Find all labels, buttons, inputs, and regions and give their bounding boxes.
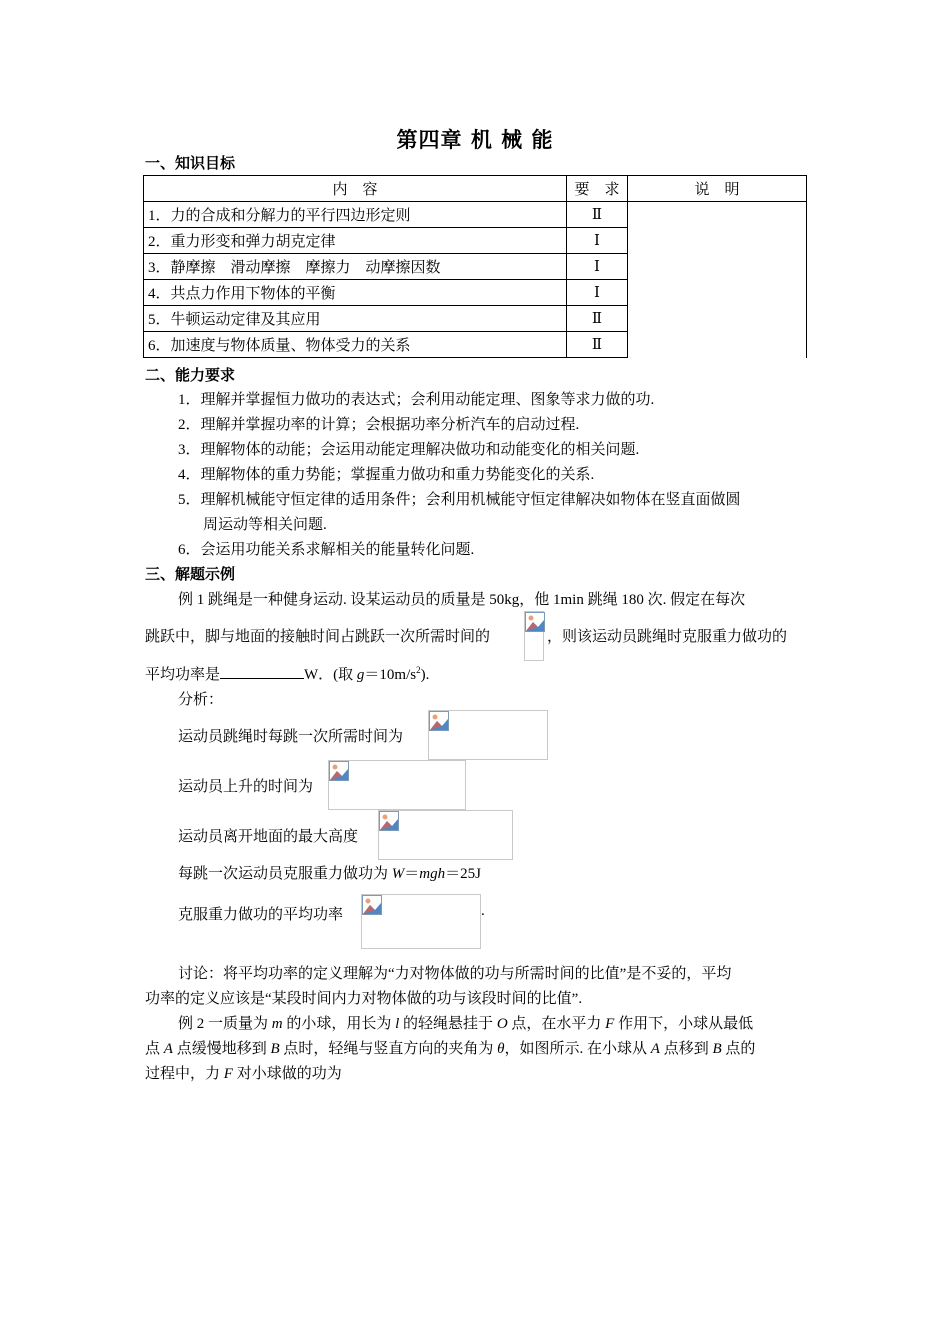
table-cell-content: 2．重力形变和弹力胡克定律 (144, 228, 567, 254)
analysis-step-4-result: ＝25J (445, 866, 481, 882)
ability-item: 1．理解并掌握恒力做功的表达式；会利用动能定理、图象等求力做的功. (178, 392, 655, 408)
image-placeholder-icon (329, 761, 349, 781)
formula-image (361, 894, 481, 949)
table-header-content: 内 容 (144, 176, 567, 202)
image-placeholder-icon (362, 895, 382, 915)
analysis-step-4-text: 每跳一次运动员克服重力做功为 (178, 866, 392, 882)
analysis-step-5-end: . (481, 903, 485, 919)
variable-a: A (163, 1041, 173, 1057)
example2-text: 的轻绳悬挂于 (399, 1016, 497, 1032)
example2-text: 点的 (721, 1041, 756, 1057)
example2-text: 对小球做的功为 (232, 1066, 342, 1082)
example1-line1: 例 1 跳绳是一种健身运动. 设某运动员的质量是 50kg，他 1min 跳绳 180 次. 假定在每次 (178, 592, 746, 608)
example2-text: 过程中，力 (145, 1066, 224, 1082)
variable-m: m (271, 1016, 283, 1032)
fraction-image (524, 611, 544, 661)
section-heading-ability: 二、能力要求 (145, 366, 236, 384)
image-placeholder-icon (379, 811, 399, 831)
ability-item: 6．会运用功能关系求解相关的能量转化问题. (178, 542, 475, 558)
variable-b: B (712, 1041, 722, 1057)
variable-f: F (223, 1066, 233, 1082)
example1-line3 (145, 663, 429, 684)
example2-text: 点 (145, 1041, 164, 1057)
variable-f: F (605, 1016, 615, 1032)
variable-theta: θ (497, 1041, 505, 1057)
example1-line3-unit: W．(取 (304, 667, 357, 683)
image-placeholder-icon (429, 711, 449, 731)
table-header-level: 要 求 (567, 176, 628, 202)
table-cell-content: 1．力的合成和分解力的平行四边形定则 (144, 202, 567, 228)
table-cell-level: Ⅰ (567, 228, 628, 254)
example2-text: 点缓慢地移到 (172, 1041, 271, 1057)
answer-blank (220, 664, 304, 679)
analysis-step-1: 运动员跳绳时每跳一次所需时间为 (178, 729, 404, 745)
example2-line3 (145, 1062, 342, 1083)
table-cell-level: Ⅰ (567, 254, 628, 280)
example2-text: 点移到 (659, 1041, 713, 1057)
variable-l: l (395, 1016, 400, 1032)
ability-item: 3．理解物体的动能；会运用动能定理解决做功和动能变化的相关问题. (178, 442, 640, 458)
table-row (144, 202, 807, 228)
analysis-step-3: 运动员离开地面的最大高度 (178, 829, 359, 845)
formula-image (378, 810, 513, 860)
example2-text: 点，在水平力 (507, 1016, 606, 1032)
table-cell-level: Ⅱ (567, 202, 628, 228)
example2-text: 点时，轻绳与竖直方向的夹角为 (279, 1041, 498, 1057)
table-cell-level: Ⅰ (567, 280, 628, 306)
example2-text: ，如图所示. 在小球从 (504, 1041, 651, 1057)
example2-line2 (145, 1037, 755, 1058)
knowledge-table (143, 175, 807, 358)
table-cell-note (628, 202, 807, 358)
table-header-row (144, 176, 807, 202)
ability-item: 2．理解并掌握功率的计算；会根据功率分析汽车的启动过程. (178, 417, 580, 433)
variable-mgh: mgh (419, 866, 446, 882)
example2-line1 (178, 1012, 753, 1033)
example1-line3-text: 平均功率是 (145, 667, 221, 683)
table-header-note: 说 明 (628, 176, 807, 202)
variable-b: B (270, 1041, 280, 1057)
table-cell-level: Ⅱ (567, 306, 628, 332)
example2-text: 例 2 一质量为 (178, 1016, 272, 1032)
table-cell-content: 5．牛顿运动定律及其应用 (144, 306, 567, 332)
table-cell-level: Ⅱ (567, 332, 628, 358)
superscript: 2 (416, 665, 421, 675)
example2-text: 的小球，用长为 (282, 1016, 396, 1032)
ability-item: 4．理解物体的重力势能；掌握重力做功和重力势能变化的关系. (178, 467, 595, 483)
ability-item-continued: 周运动等相关问题. (203, 517, 327, 533)
table-cell-content: 4．共点力作用下物体的平衡 (144, 280, 567, 306)
variable-w: W (391, 866, 405, 882)
variable-a: A (650, 1041, 660, 1057)
section-heading-knowledge: 一、知识目标 (145, 154, 236, 172)
discussion-line2: 功率的定义应该是“某段时间内力对物体做的功与该段时间的比值”. (145, 991, 583, 1007)
analysis-label: 分析： (178, 692, 224, 708)
image-placeholder-icon (525, 612, 545, 632)
analysis-step-4 (178, 862, 481, 883)
variable-o: O (496, 1016, 508, 1032)
example2-text: 作用下，小球从最低 (614, 1016, 754, 1032)
table-cell-content: 6．加速度与物体质量、物体受力的关系 (144, 332, 567, 358)
analysis-step-2: 运动员上升的时间为 (178, 779, 314, 795)
equals-sign: ＝ (404, 866, 420, 882)
variable-g: g (356, 667, 365, 683)
discussion-line1: 讨论：将平均功率的定义理解为“力对物体做的功与所需时间的比值”是不妥的，平均 (178, 966, 732, 982)
example1-line3-close: ). (420, 667, 430, 683)
ability-item: 5．理解机械能守恒定律的适用条件；会利用机械能守恒定律解决如物体在竖直面做圆 (178, 492, 741, 508)
section-heading-examples: 三、解题示例 (145, 565, 236, 583)
example1-line2-start: 跳跃中，脚与地面的接触时间占跳跃一次所需时间的 (145, 629, 491, 645)
formula-image (328, 760, 466, 810)
example1-line3-value: ＝10m/s (364, 667, 417, 683)
analysis-step-5: 克服重力做功的平均功率 (178, 907, 344, 923)
page-title: 第四章 机 械 能 (396, 128, 554, 152)
example1-line2-end: ，则该运动员跳绳时克服重力做功的 (547, 629, 788, 645)
formula-image (428, 710, 548, 760)
table-cell-content: 3．静摩擦 滑动摩擦 摩擦力 动摩擦因数 (144, 254, 567, 280)
